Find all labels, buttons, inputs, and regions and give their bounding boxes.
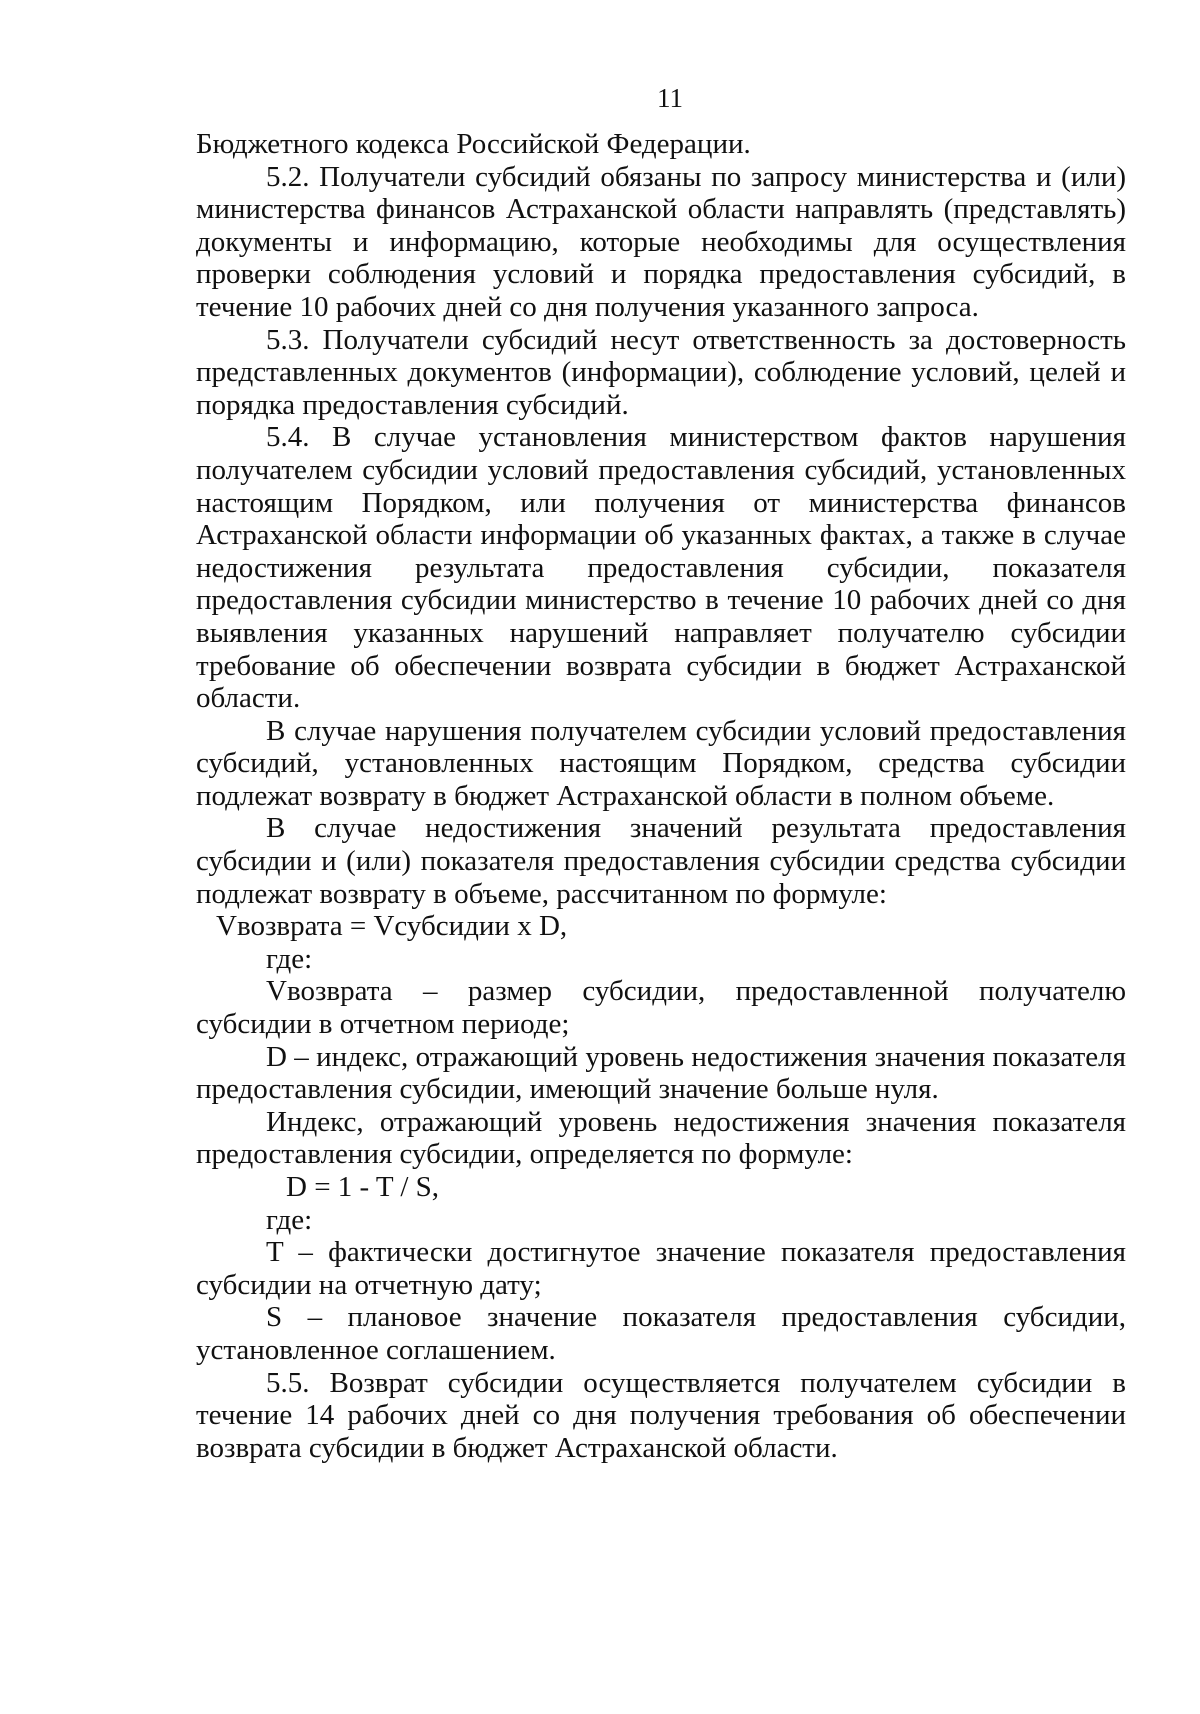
formula-return-volume: Vвозврата = Vсубсидии x D,: [216, 910, 568, 943]
where-label: где:: [266, 942, 313, 975]
clause-5-5: 5.5. Возврат субсидии осуществляется получателем субсидии в течение 14 рабочих дней со дня получения требования об обеспечении возврата субсидии в бюджет Астраханской области.: [196, 1366, 1126, 1464]
clause-5-4: 5.4. В случае установления министерством фактов нарушения получателем субсидии условий предоставления субсидий, установленных настоящим Порядком, или получения от министерства финансов Астраханской области информации об указанных фактах, а также в случае недостижения результата предоставления субсидии, показателя предоставления субсидии министерство в течение 10 рабочих дней со дня выявления указанных нарушений направляет получателю субсидии требование об обеспечении возврата субсидии в бюджет Астраханской области.: [196, 421, 1126, 715]
definition-d-index: D – индекс, отражающий уровень недостижения значения показателя предоставления субсидии, имеющий значение больше нуля.: [196, 1040, 1126, 1106]
where-label: где:: [266, 1203, 313, 1236]
clause-5-2: 5.2. Получатели субсидий обязаны по запросу министерства и (или) министерства финансов Астраханской области направлять (представлять) документы и информацию, которые необходимы для осуществления проверки соблюдения условий и порядка предоставления субсидий, в течение 10 рабочих дней со дня получения указанного запроса.: [196, 160, 1126, 323]
paragraph-partial-return: В случае недостижения значений результата предоставления субсидии и (или) показателя предоставления субсидии средства субсидии подлежат возврату в объеме, рассчитанном по формуле:: [196, 812, 1126, 910]
definition-s: S – плановое значение показателя предоставления субсидии, установленное соглашением.: [196, 1301, 1126, 1366]
paragraph-continuation: Бюджетного кодекса Российской Федерации.: [196, 128, 751, 160]
page-number: 11: [657, 83, 683, 113]
paragraph-index-formula-intro: Индекс, отражающий уровень недостижения значения показателя предоставления субсидии, определяется по формуле:: [196, 1105, 1126, 1171]
clause-5-3: 5.3. Получатели субсидий несут ответственность за достоверность представленных документов (информации), соблюдение условий, целей и порядка предоставления субсидий.: [196, 323, 1126, 421]
formula-index: D = 1 - T / S,: [286, 1171, 440, 1203]
paragraph-violation-return: В случае нарушения получателем субсидии условий предоставления субсидий, установленных настоящим Порядком, средства субсидии подлежат возврату в бюджет Астраханской области в полном объеме.: [196, 714, 1126, 812]
document-body: [196, 128, 1126, 1464]
definition-t: T – фактически достигнутое значение показателя предоставления субсидии на отчетную дату;: [196, 1236, 1126, 1301]
definition-v-return: Vвозврата – размер субсидии, предоставленной получателю субсидии в отчетном периоде;: [196, 975, 1126, 1041]
